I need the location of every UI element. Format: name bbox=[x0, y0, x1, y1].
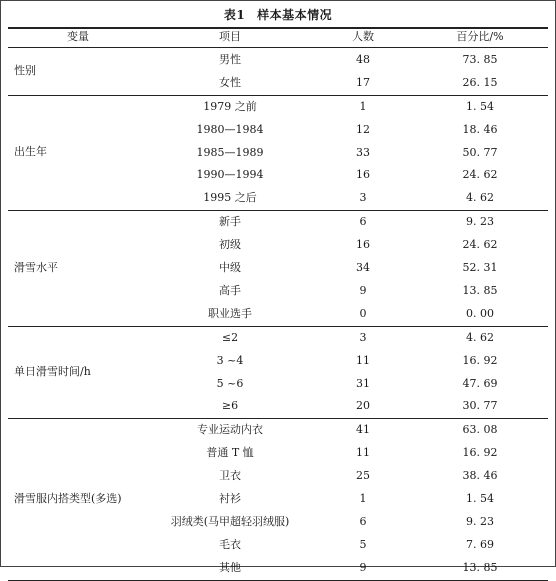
cell-item: 1979 之前 bbox=[203, 99, 257, 113]
table-caption bbox=[0, 6, 556, 23]
cell-percent: 0. 00 bbox=[466, 306, 494, 320]
cell-count: 33 bbox=[356, 145, 370, 159]
header-variable: 变量 bbox=[67, 30, 89, 43]
cell-count: 3 bbox=[359, 330, 367, 344]
cell-item: 女性 bbox=[219, 75, 241, 89]
cell-count: 41 bbox=[356, 423, 370, 437]
cell-item: ≥6 bbox=[221, 399, 239, 413]
cell-item: ≤2 bbox=[221, 330, 239, 344]
cell-count: 1 bbox=[359, 99, 367, 113]
cell-item: 初级 bbox=[219, 238, 241, 252]
cell-item: 职业选手 bbox=[208, 306, 252, 320]
cell-count: 17 bbox=[356, 75, 370, 89]
cell-item: 毛衣 bbox=[219, 537, 241, 551]
header-count: 人数 bbox=[352, 30, 374, 43]
cell-percent: 1. 54 bbox=[466, 99, 494, 113]
cell-count: 20 bbox=[356, 399, 370, 413]
cell-item: 1980—1984 bbox=[196, 122, 264, 136]
group-separator-rule bbox=[8, 210, 548, 211]
cell-item: 5 ~6 bbox=[216, 376, 244, 390]
cell-item: 其他 bbox=[219, 560, 241, 574]
group-variable-label: 性别 bbox=[14, 63, 36, 77]
cell-percent: 47. 69 bbox=[462, 376, 498, 390]
group-variable-label: 滑雪服内搭类型(多选) bbox=[14, 491, 122, 505]
cell-item: 衬衫 bbox=[219, 492, 241, 506]
table-number: 表1 bbox=[223, 8, 246, 22]
cell-percent: 9. 23 bbox=[466, 514, 494, 528]
cell-percent: 63. 08 bbox=[462, 423, 498, 437]
cell-percent: 16. 92 bbox=[462, 353, 498, 367]
cell-count: 16 bbox=[356, 238, 370, 252]
cell-count: 11 bbox=[356, 446, 370, 460]
cell-percent: 9. 23 bbox=[466, 215, 494, 229]
cell-percent: 4. 62 bbox=[466, 330, 494, 344]
cell-count: 34 bbox=[356, 261, 370, 275]
cell-percent: 30. 77 bbox=[462, 399, 498, 413]
cell-percent: 16. 92 bbox=[462, 446, 498, 460]
cell-percent: 4. 62 bbox=[466, 191, 494, 205]
cell-count: 1 bbox=[359, 492, 367, 506]
cell-percent: 1. 54 bbox=[466, 492, 494, 506]
cell-count: 3 bbox=[359, 191, 367, 205]
cell-count: 0 bbox=[359, 306, 367, 320]
header-top-rule bbox=[8, 27, 548, 29]
cell-percent: 38. 46 bbox=[462, 469, 498, 483]
header-item: 项目 bbox=[219, 30, 241, 43]
cell-item: 专业运动内衣 bbox=[197, 423, 263, 437]
cell-item: 3 ~4 bbox=[216, 353, 244, 367]
group-variable-label: 滑雪水平 bbox=[14, 260, 58, 274]
cell-item: 普通 T 恤 bbox=[206, 446, 254, 460]
cell-percent: 24. 62 bbox=[462, 238, 498, 252]
cell-count: 5 bbox=[359, 537, 367, 551]
group-variable-label: 出生年 bbox=[14, 145, 47, 159]
group-separator-rule bbox=[8, 418, 548, 419]
header-percent: 百分比/% bbox=[456, 30, 504, 43]
cell-count: 6 bbox=[359, 514, 367, 528]
group-separator-rule bbox=[8, 95, 548, 96]
cell-count: 48 bbox=[356, 52, 370, 66]
cell-percent: 13. 85 bbox=[462, 283, 498, 297]
cell-item: 卫衣 bbox=[219, 469, 241, 483]
cell-count: 9 bbox=[359, 560, 367, 574]
cell-count: 16 bbox=[356, 168, 370, 182]
cell-item: 高手 bbox=[219, 283, 241, 297]
cell-item: 中级 bbox=[219, 261, 241, 275]
cell-item: 1995 之后 bbox=[203, 191, 257, 205]
cell-percent: 24. 62 bbox=[462, 168, 498, 182]
cell-item: 男性 bbox=[219, 52, 241, 66]
cell-count: 6 bbox=[359, 215, 367, 229]
group-variable-label: 单日滑雪时间/h bbox=[14, 364, 91, 378]
cell-percent: 50. 77 bbox=[462, 145, 498, 159]
cell-percent: 7. 69 bbox=[466, 537, 494, 551]
cell-percent: 13. 85 bbox=[462, 560, 498, 574]
cell-count: 12 bbox=[356, 122, 370, 136]
cell-count: 11 bbox=[356, 353, 370, 367]
cell-percent: 26. 15 bbox=[462, 75, 498, 89]
group-separator-rule bbox=[8, 326, 548, 327]
cell-count: 9 bbox=[359, 283, 367, 297]
cell-item: 羽绒类(马甲超轻羽绒服) bbox=[170, 514, 290, 528]
cell-item: 1990—1994 bbox=[196, 168, 264, 182]
cell-item: 新手 bbox=[219, 215, 241, 229]
cell-item: 1985—1989 bbox=[196, 145, 264, 159]
cell-count: 25 bbox=[356, 469, 370, 483]
cell-percent: 73. 85 bbox=[462, 52, 498, 66]
table-title: 样本基本情况 bbox=[257, 8, 333, 22]
header-bottom-rule bbox=[8, 47, 548, 48]
cell-percent: 18. 46 bbox=[462, 122, 498, 136]
cell-count: 31 bbox=[356, 376, 370, 390]
cell-percent: 52. 31 bbox=[462, 261, 498, 275]
